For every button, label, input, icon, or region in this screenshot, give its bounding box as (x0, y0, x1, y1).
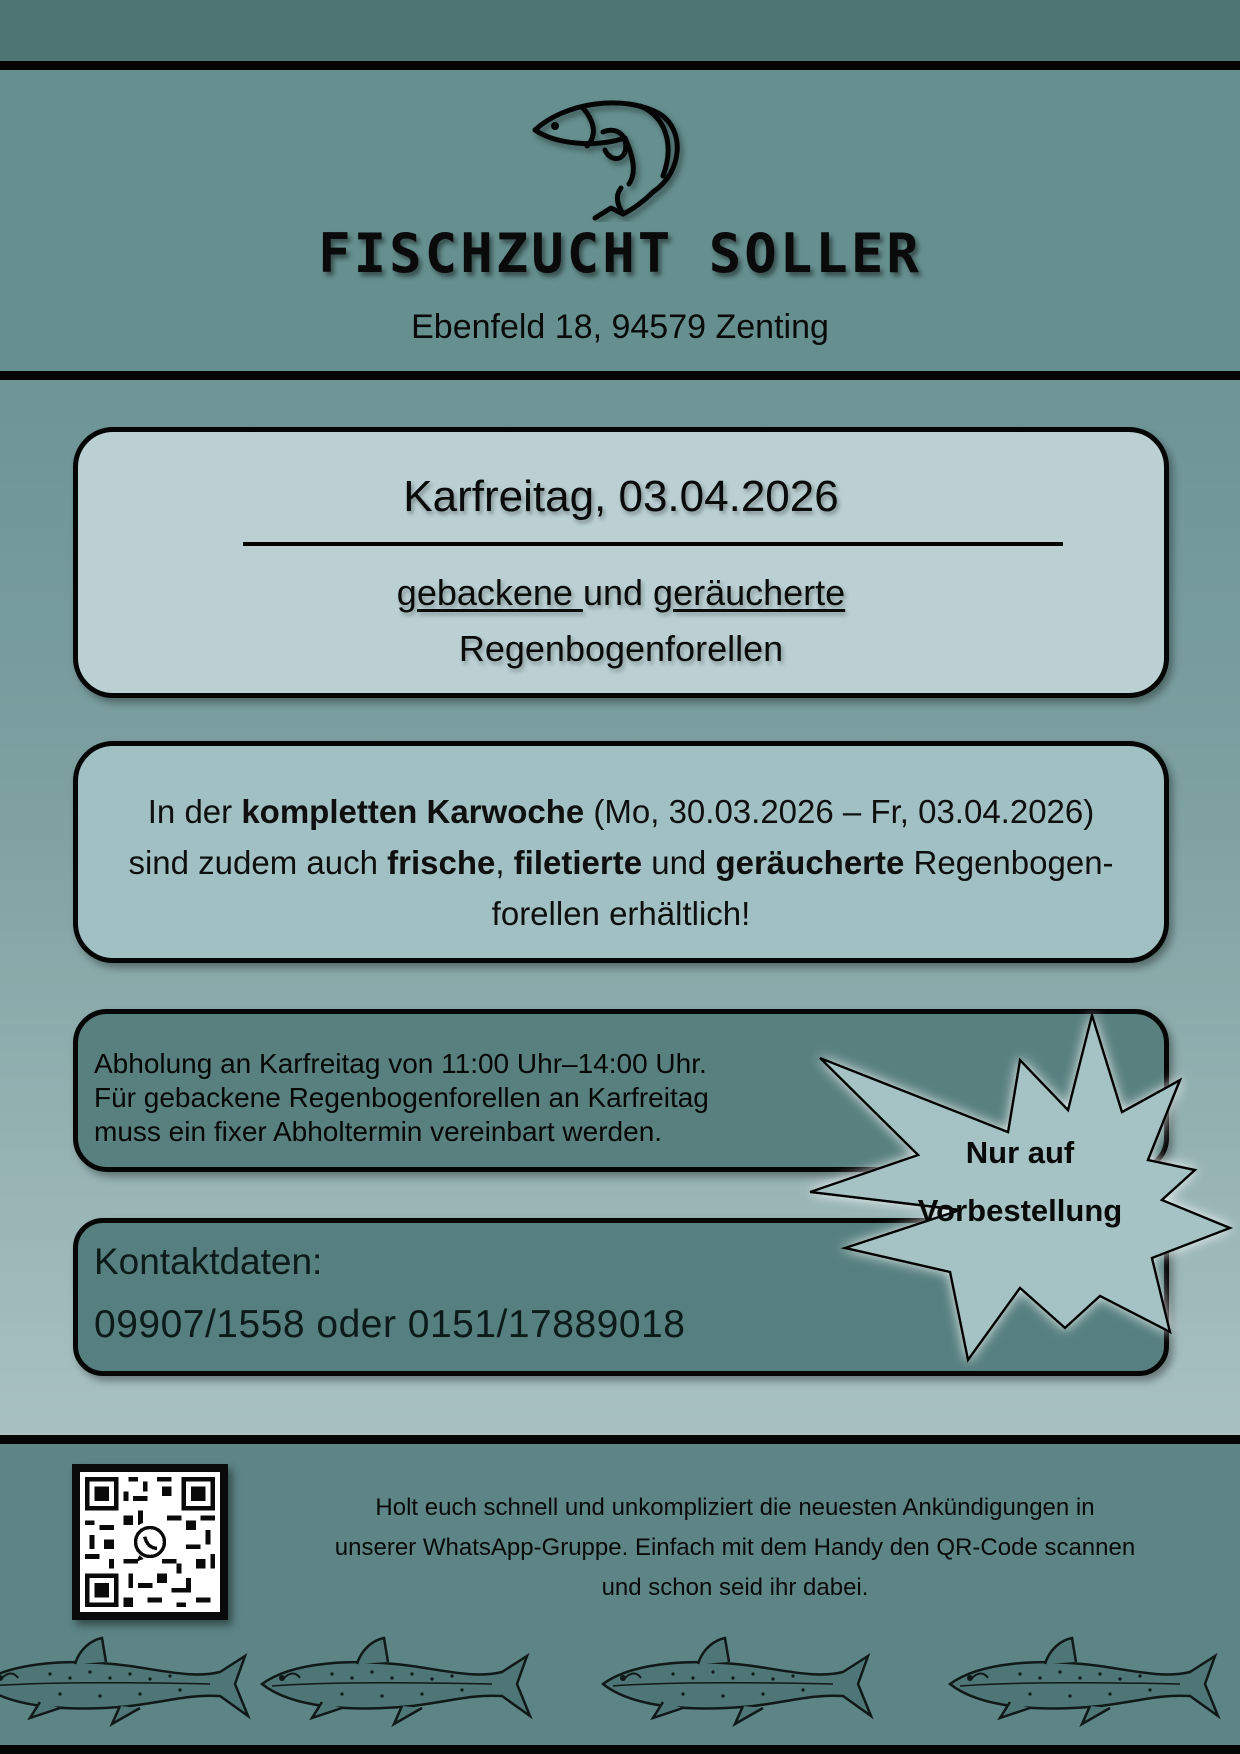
week-text-part: forellen erhältlich! (491, 895, 751, 932)
week-text-part: In der (147, 793, 242, 830)
fish-types (78, 565, 1164, 677)
pickup-line: Abholung an Karfreitag von 11:00 Uhr–14:00 Uhr. (94, 1048, 707, 1079)
week-text-part: sind zudem auch (128, 844, 388, 881)
footer-bottom-rule (0, 1745, 1240, 1754)
week-box (73, 741, 1169, 963)
week-text-part: Regenbogen- (904, 844, 1114, 881)
week-text-part: , (495, 844, 514, 881)
fish-type-smoked: geräucherte (653, 572, 846, 613)
top-strip (0, 0, 1240, 62)
footer-top-rule (0, 1435, 1240, 1444)
whatsapp-line: und schon seid ihr dabei. (601, 1574, 869, 1601)
week-text (98, 786, 1144, 939)
header-bottom-rule (0, 371, 1240, 380)
fish-type-baked: gebackene (396, 572, 583, 613)
starburst-line: Nur auf (965, 1135, 1075, 1170)
week-text-bold: filetierte (513, 844, 643, 881)
week-text-bold: geräucherte (715, 844, 905, 881)
week-text-part: (Mo, 30.03.2026 – Fr, 03.04.2026) (584, 793, 1095, 830)
contact-label: Kontaktdaten: (94, 1241, 323, 1282)
pickup-line: Für gebackene Regenbogenforellen an Karfreitag (94, 1082, 709, 1113)
whatsapp-text (250, 1488, 1220, 1608)
date-heading: Karfreitag, 03.04.2026 (403, 472, 839, 521)
starburst-line: Vorbestellung (917, 1193, 1123, 1228)
whatsapp-line: unserer WhatsApp-Gruppe. Einfach mit dem Handy den QR-Code scannen (334, 1534, 1136, 1561)
leaping-fish-icon (525, 92, 693, 222)
pickup-text (94, 1047, 854, 1149)
trout-row-icon (0, 1622, 1240, 1734)
fish-type-connector: und (582, 572, 644, 613)
whatsapp-qr-code-icon[interactable] (72, 1464, 228, 1620)
pickup-line: muss ein fixer Abholtermin vereinbart werden. (94, 1116, 663, 1147)
address: Ebenfeld 18, 94579 Zenting (411, 308, 829, 346)
product-name: Regenbogenforellen (458, 628, 784, 669)
week-text-bold: frische (387, 844, 496, 881)
date-box (73, 427, 1169, 698)
week-text-part: und (642, 844, 716, 881)
header-top-rule (0, 61, 1240, 70)
contact-phones: 09907/1558 oder 0151/17889018 (94, 1303, 686, 1346)
starburst-text (880, 1124, 1160, 1240)
whatsapp-line: Holt euch schnell und unkompliziert die neuesten Ankündigungen in (375, 1494, 1095, 1521)
date-divider (243, 542, 1063, 546)
brand-title: FISCHZUCHT SOLLER (318, 222, 922, 285)
week-text-bold: kompletten Karwoche (241, 793, 585, 830)
